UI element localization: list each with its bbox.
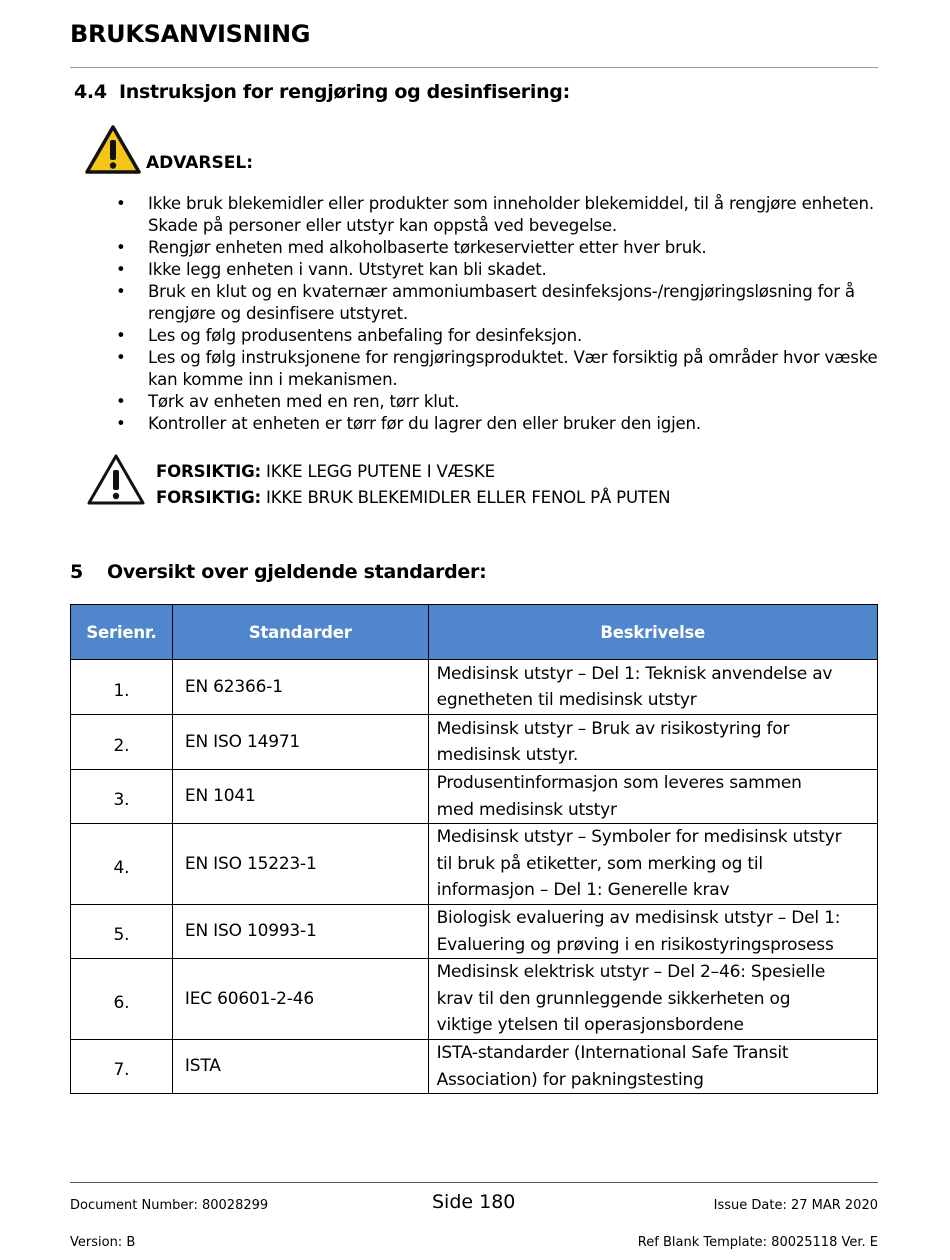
column-header-description: Beskrivelse bbox=[428, 605, 877, 660]
standard-cell: EN 1041 bbox=[172, 770, 428, 824]
page-number: Side 180 bbox=[432, 1191, 516, 1213]
standard-cell: EN 62366-1 bbox=[172, 660, 428, 715]
list-item: • Tørk av enheten med en ren, tørr klut. bbox=[116, 392, 460, 411]
caution-notices bbox=[156, 459, 670, 511]
bullet-icon: • bbox=[116, 260, 126, 279]
section-number: 4.4 bbox=[74, 81, 107, 103]
serial-cell: 7. bbox=[71, 1040, 173, 1094]
list-item: • Ikke bruk blekemidler eller produkter som inneholder blekemiddel, til å rengjøre enheten. Skade på personer eller utstyr kan oppstå ved bevegelse. bbox=[116, 194, 874, 235]
standards-table bbox=[70, 604, 878, 1094]
caution-line bbox=[156, 485, 670, 511]
caution-label: FORSIKTIG: bbox=[156, 488, 261, 507]
table-header-row bbox=[71, 605, 878, 660]
version-label: Version: B bbox=[70, 1235, 136, 1250]
column-header-serial: Serienr. bbox=[71, 605, 173, 660]
list-item: • Rengjør enheten med alkoholbaserte tørkeservietter etter hver bruk. bbox=[116, 238, 707, 257]
standard-cell: EN ISO 14971 bbox=[172, 715, 428, 770]
section-heading-4-4 bbox=[74, 81, 570, 103]
table-row bbox=[71, 824, 878, 905]
table-row bbox=[71, 715, 878, 770]
caution-text: IKKE BRUK BLEKEMIDLER ELLER FENOL PÅ PUTEN bbox=[260, 488, 671, 507]
bullet-icon: • bbox=[116, 282, 126, 301]
document-number: Document Number: 80028299 bbox=[70, 1198, 269, 1213]
list-item: • Les og følg instruksjonene for rengjøringsproduktet. Vær forsiktig på områder hvor væske kan komme inn i mekanismen. bbox=[116, 348, 878, 389]
description-cell: Medisinsk utstyr – Del 1: Teknisk anvendelse av egnetheten til medisinsk utstyr bbox=[428, 660, 877, 715]
section-title: Instruksjon for rengjøring og desinfisering: bbox=[119, 81, 570, 103]
footer-divider bbox=[70, 1182, 878, 1183]
issue-date: Issue Date: 27 MAR 2020 bbox=[713, 1198, 878, 1213]
table-row bbox=[71, 660, 878, 715]
list-item: • Ikke legg enheten i vann. Utstyret kan bli skadet. bbox=[116, 260, 547, 279]
caution-text: IKKE LEGG PUTENE I VÆSKE bbox=[260, 462, 495, 481]
serial-cell: 4. bbox=[71, 824, 173, 905]
serial-cell: 3. bbox=[71, 770, 173, 824]
warning-label: ADVARSEL: bbox=[146, 153, 254, 173]
serial-cell: 5. bbox=[71, 905, 173, 959]
description-cell: Medisinsk elektrisk utstyr – Del 2–46: Spesielle krav til den grunnleggende sikkerheten og viktige ytelsen til operasjonsbordene bbox=[428, 959, 877, 1040]
table-row bbox=[71, 1040, 878, 1094]
standard-cell: EN ISO 15223-1 bbox=[172, 824, 428, 905]
header-divider bbox=[70, 67, 878, 68]
serial-cell: 2. bbox=[71, 715, 173, 770]
list-item: • Kontroller at enheten er tørr før du lagrer den eller bruker den igjen. bbox=[116, 414, 701, 433]
standard-cell: ISTA bbox=[172, 1040, 428, 1094]
table-row bbox=[71, 770, 878, 824]
cleaning-instructions-list bbox=[116, 193, 886, 435]
description-cell: Medisinsk utstyr – Symboler for medisinsk utstyr til bruk på etiketter, som merking og til informasjon – Del 1: Generelle krav bbox=[428, 824, 877, 905]
bullet-icon: • bbox=[116, 414, 126, 433]
description-cell: ISTA-standarder (International Safe Transit Association) for pakningstesting bbox=[428, 1040, 877, 1094]
section-heading-5 bbox=[70, 561, 486, 583]
table-row bbox=[71, 905, 878, 959]
list-item: • Bruk en klut og en kvaternær ammoniumbasert desinfeksjons-/rengjøringsløsning for å rengjøre og desinfisere utstyret. bbox=[116, 282, 855, 323]
section-title: Oversikt over gjeldende standarder: bbox=[107, 561, 487, 583]
bullet-icon: • bbox=[116, 326, 126, 345]
table-row bbox=[71, 959, 878, 1040]
section-number: 5 bbox=[70, 561, 83, 583]
caution-label: FORSIKTIG: bbox=[156, 462, 261, 481]
description-cell: Biologisk evaluering av medisinsk utstyr – Del 1: Evaluering og prøving i en risikostyringsprosess bbox=[428, 905, 877, 959]
column-header-standard: Standarder bbox=[172, 605, 428, 660]
standard-cell: EN ISO 10993-1 bbox=[172, 905, 428, 959]
description-cell: Produsentinformasjon som leveres sammen med medisinsk utstyr bbox=[428, 770, 877, 824]
bullet-icon: • bbox=[116, 392, 126, 411]
standard-cell: IEC 60601-2-46 bbox=[172, 959, 428, 1040]
warning-triangle-icon bbox=[84, 124, 142, 176]
template-reference: Ref Blank Template: 80025118 Ver. E bbox=[637, 1235, 878, 1250]
document-title: BRUKSANVISNING bbox=[70, 20, 311, 48]
bullet-icon: • bbox=[116, 194, 126, 213]
caution-triangle-icon bbox=[86, 453, 146, 507]
caution-line bbox=[156, 459, 670, 485]
bullet-icon: • bbox=[116, 348, 126, 367]
bullet-icon: • bbox=[116, 238, 126, 257]
serial-cell: 1. bbox=[71, 660, 173, 715]
serial-cell: 6. bbox=[71, 959, 173, 1040]
list-item: • Les og følg produsentens anbefaling for desinfeksjon. bbox=[116, 326, 583, 345]
description-cell: Medisinsk utstyr – Bruk av risikostyring for medisinsk utstyr. bbox=[428, 715, 877, 770]
